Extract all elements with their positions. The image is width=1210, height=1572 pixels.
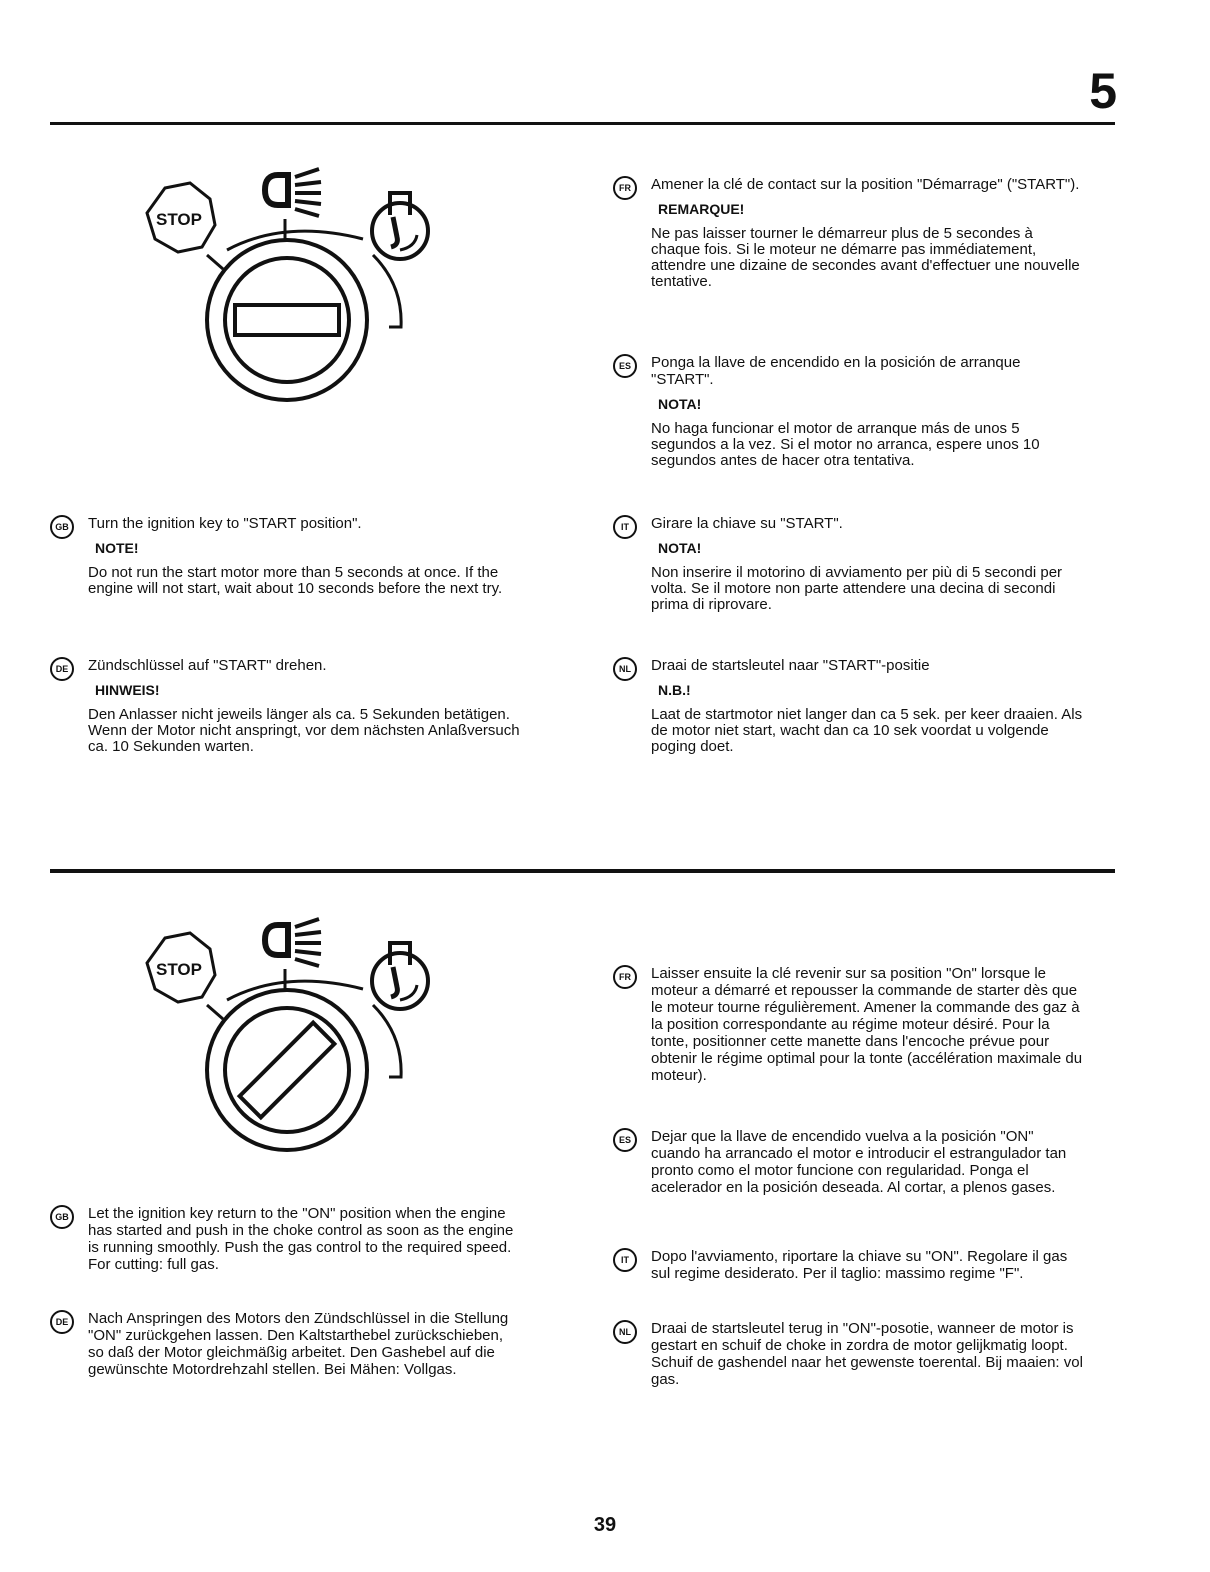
language-badge-it: IT [613, 515, 637, 539]
it-instruction: Girare la chiave su "START". [651, 515, 843, 532]
section2-es-block [613, 1128, 1083, 1196]
fr-note-title: REMARQUE! [658, 201, 745, 217]
language-badge-es: ES [613, 1128, 637, 1152]
gb-note-title: NOTE! [95, 540, 139, 556]
section2-fr-block [613, 965, 1083, 1084]
language-badge-es: ES [613, 354, 637, 378]
language-badge-fr: FR [613, 176, 637, 200]
section1-es-block [613, 354, 1083, 469]
section-divider [50, 869, 1115, 873]
fr-note-text: Ne pas laisser tourner le démarreur plus de 5 secondes à chaque fois. Si le moteur ne démarre pas immédiatement, attendre une dizaine de secondes avant d'effectuer une nouvelle tentative. [651, 225, 1080, 290]
ignition-switch-on-figure [135, 905, 455, 1155]
section2-it-block [613, 1248, 1083, 1282]
fr-instruction: Amener la clé de contact sur la position "Démarrage" ("START"). [651, 176, 1080, 193]
gb-note-text: Do not run the start motor more than 5 seconds at once. If the engine will not start, wait about 10 seconds before the next try. [88, 564, 503, 597]
de-instruction: Zündschlüssel auf "START" drehen. [88, 657, 327, 674]
ignition-switch-start-figure [135, 155, 455, 405]
nl-instruction: Draai de startsleutel naar "START"-positie [651, 657, 930, 674]
header-rule [50, 122, 1115, 125]
language-badge-fr: FR [613, 965, 637, 989]
ignition-switch [207, 990, 367, 1150]
section1-de-block [50, 657, 520, 755]
it-note-text: Non inserire il motorino di avviamento per più di 5 secondi per volta. Se il motore non parte attendere una decina di secondi prima di riprovare. [651, 564, 1063, 613]
section1-it-block [613, 515, 1083, 613]
page-number: 39 [593, 1514, 617, 1536]
section2-nl-block [613, 1320, 1083, 1388]
language-badge-nl: NL [613, 1320, 637, 1344]
section1-nl-block [613, 657, 1083, 755]
gb-instruction: Turn the ignition key to "START position". [88, 515, 362, 532]
language-badge-de: DE [50, 657, 74, 681]
de-note-text: Den Anlasser nicht jeweils länger als ca. 5 Sekunden betätigen. Wenn der Motor nicht anspringt, vor dem nächsten Anlaßversuch ca. 10 Sekunden warten. [88, 706, 520, 755]
language-badge-de: DE [50, 1310, 74, 1334]
chapter-number: 5 [1089, 63, 1117, 119]
starter-icon [372, 943, 428, 1009]
stop-label: STOP [156, 210, 202, 229]
choke-icon [265, 169, 321, 216]
it-note-title: NOTA! [658, 540, 702, 556]
es-instruction: Ponga la llave de encendido en la posición de arranque "START". [651, 354, 1021, 388]
language-badge-nl: NL [613, 657, 637, 681]
es-text: Dejar que la llave de encendido vuelva a la posición "ON" cuando ha arrancado el motor e introducir el estrangulador tan pronto como el motor funcione con regularidad. Ponga el acelerador en la posición deseada. Al cortar, a plenos gases. [651, 1128, 1067, 1196]
es-note-title: NOTA! [658, 396, 702, 412]
section1-fr-block [613, 176, 1083, 290]
de-note-title: HINWEIS! [95, 682, 160, 698]
starter-icon [372, 193, 428, 259]
section2-gb-block [50, 1205, 520, 1273]
nl-note-text: Laat de startmotor niet langer dan ca 5 sek. per keer draaien. Als de motor niet start, wacht dan ca 10 sek voordat u volgende poging doet. [651, 706, 1083, 755]
de-text: Nach Anspringen des Motors den Zündschlüssel in die Stellung "ON" zurückgehen lassen. Den Kaltstarthebel zurückschieben, so daß der Motor gleichmäßig arbeitet. Den Gashebel auf die gewünschte Motordrehzahl stellen. Bei Mähen: Vollgas. [88, 1310, 509, 1378]
it-text: Dopo l'avviamento, riportare la chiave su "ON". Regolare il gas sul regime desiderato. Per il taglio: massimo regime "F". [651, 1248, 1068, 1282]
choke-icon [265, 919, 321, 966]
stop-label: STOP [156, 960, 202, 979]
nl-text: Draai de startsleutel terug in "ON"-posotie, wanneer de motor is gestart en schuif de choke in zordra de motor gelijkmatig loopt. Schuif de gashendel naar het gewenste toerental. Bij maaien: vol gas. [651, 1320, 1083, 1388]
section2-de-block [50, 1310, 520, 1378]
ignition-switch [207, 240, 367, 400]
language-badge-gb: GB [50, 515, 74, 539]
fr-text: Laisser ensuite la clé revenir sur sa position "On" lorsque le moteur a démarré et repousser la commande de starter dès que le moteur tourne régulièrement. Amener la commande des gaz à la position correspondante au régime moteur désiré. Pour la tonte, positionner cette manette dans l'encoche prévue pour obtenir le régime optimal pour la tonte (accélération maximale du moteur). [651, 965, 1083, 1084]
nl-note-title: N.B.! [658, 682, 691, 698]
gb-text: Let the ignition key return to the "ON" position when the engine has started and push in the choke control as soon as the engine is running smoothly. Push the gas control to the required speed. For cutting: full gas. [88, 1205, 514, 1273]
language-badge-gb: GB [50, 1205, 74, 1229]
language-badge-it: IT [613, 1248, 637, 1272]
section1-gb-block [50, 515, 520, 597]
es-note-text: No haga funcionar el motor de arranque más de unos 5 segundos a la vez. Si el motor no arranca, espere unos 10 segundos antes de hacer otra tentativa. [651, 420, 1040, 469]
